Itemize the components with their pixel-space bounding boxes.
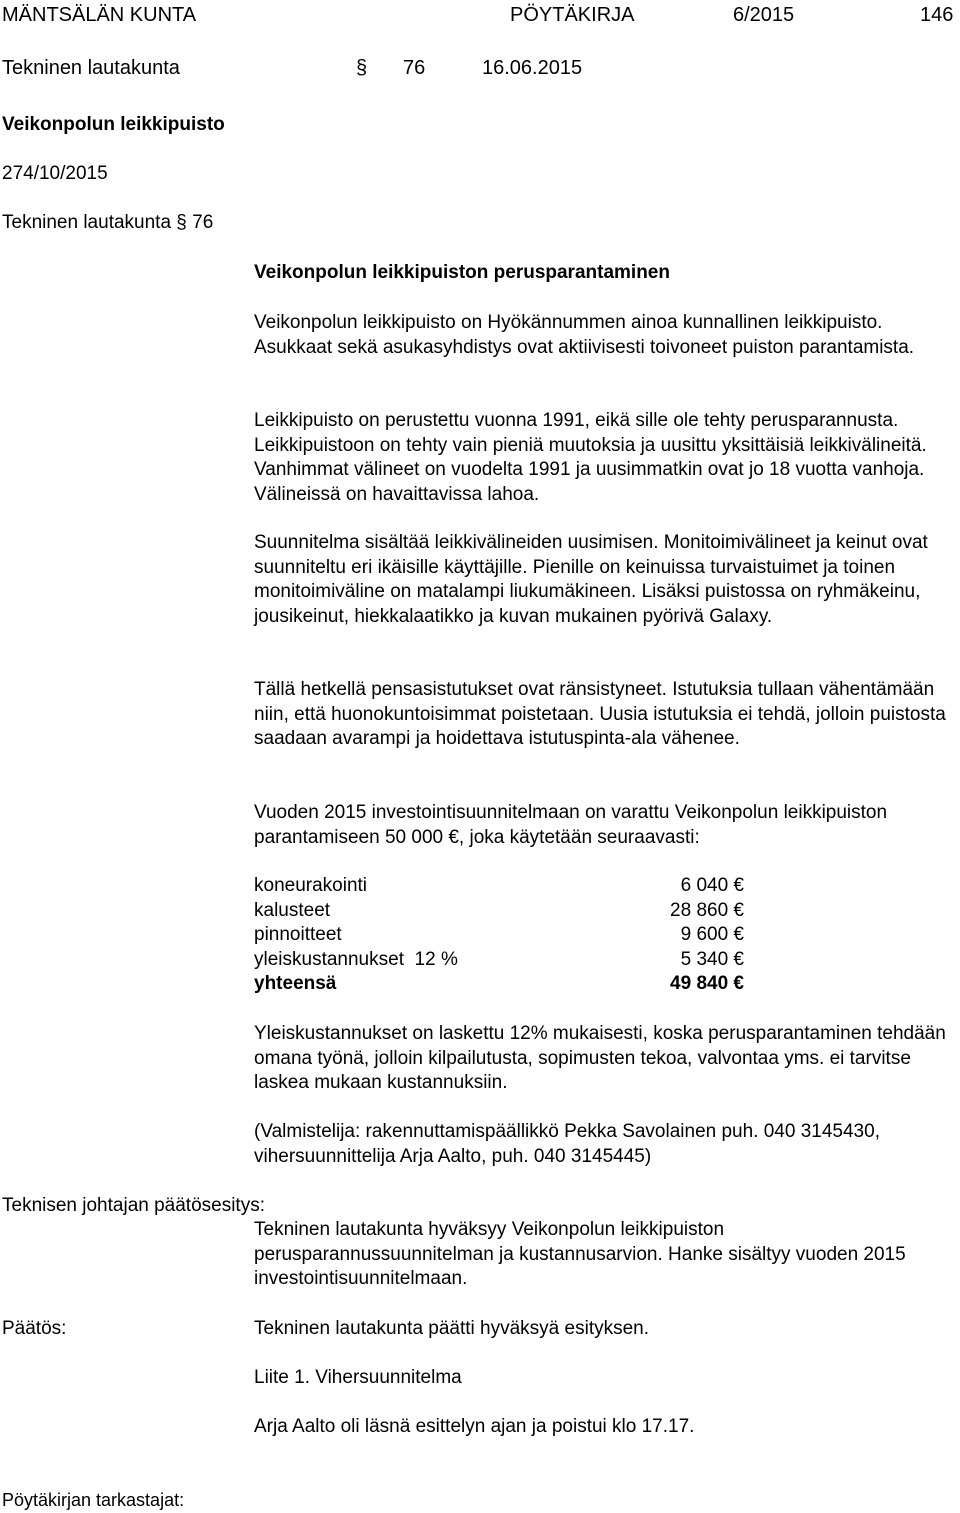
decision-text: Tekninen lautakunta päätti hyväksyä esityksen. [254, 1318, 650, 1339]
matter-reference: 274/10/2015 [2, 163, 108, 184]
committee-reference: Tekninen lautakunta § 76 [2, 212, 214, 233]
cost-row [254, 923, 744, 948]
section-number: 76 [403, 57, 426, 79]
paragraph-5: Vuoden 2015 investointisuunnitelmaan on varattu Veikonpolun leikkipuiston parantamiseen 50 000 €, joka käytetään seuraavasti: [254, 802, 888, 848]
cost-row [254, 874, 744, 899]
document-number: 6/2015 [733, 4, 795, 26]
section-symbol: § [356, 57, 368, 79]
paragraph-2: Leikkipuisto on perustettu vuonna 1991, eikä sille ole tehty perusparannusta. Leikkipuistoon on tehty vain pieniä muutoksia ja uusittu yksittäisiä leikkivälineitä. Vanhimmat välineet on vuodelta 1991 ja uusimmatkin ovat jo 18 vuotta vanhoja. Välineissä on havaittavissa lahoa. [254, 410, 927, 505]
paragraph-6: Yleiskustannukset on laskettu 12% mukaisesti, koska perusparantaminen tehdään omana työnä, jolloin kilpailutusta, sopimusten tekoa, valvontaa yms. ei tarvitse laskea mukaan kustannuksiin. [254, 1023, 946, 1093]
attachment-text: Liite 1. Vihersuunnitelma [254, 1367, 462, 1388]
page-number: 146 [920, 4, 954, 26]
paragraph-1: Veikonpolun leikkipuisto on Hyökännummen ainoa kunnallinen leikkipuisto. Asukkaat sekä asukasyhdistys ovat aktiivisesti toivoneet puiston parantamista. [254, 312, 915, 358]
attendance-note: Arja Aalto oli läsnä esittelyn ajan ja poistui klo 17.17. [254, 1416, 695, 1437]
paragraph-7: (Valmistelija: rakennuttamispäällikkö Pekka Savolainen puh. 040 3145430, vihersuunnittelija Arja Aalto, puh. 040 3145445) [254, 1121, 880, 1167]
committee-name: Tekninen lautakunta [2, 57, 180, 79]
cost-total-value: 49 840 € [670, 973, 744, 994]
cost-label: yleiskustannukset 12 % [254, 949, 458, 970]
proposal-text: Tekninen lautakunta hyväksyy Veikonpolun leikkipuiston perusparannussuunnitelman ja kustannusarvion. Hanke sisältyy vuoden 2015 investointisuunnitelmaan. [254, 1219, 906, 1289]
matter-heading: Veikonpolun leikkipuiston perusparantaminen [254, 262, 670, 283]
cost-label: koneurakointi [254, 875, 368, 896]
cost-label: kalusteet [254, 900, 331, 921]
cost-row [254, 948, 744, 973]
cost-value: 28 860 € [670, 900, 744, 921]
paragraph-4: Tällä hetkellä pensasistutukset ovat ränsistyneet. Istutuksia tullaan vähentämään niin, että huonokuntoisimmat poistetaan. Uusia istutuksia ei tehdä, jolloin puistosta saadaan avarampi ja hoidettava istutuspinta-ala vähenee. [254, 679, 946, 749]
decision-label: Päätös: [2, 1318, 67, 1339]
cost-value: 9 600 € [680, 924, 744, 945]
cost-total-row [254, 972, 744, 997]
paragraph-3: Suunnitelma sisältää leikkivälineiden uusimisen. Monitoimivälineet ja keinut ovat suunniteltu eri ikäisille käyttäjille. Pienille on keinuissa turvaistuimet ja toinen monitoimiväline on matalampi liukumäkineen. Lisäksi puistossa on ryhmäkeinu, jousikeinut, hiekkalaatikko ja kuvan mukainen pyörivä Galaxy. [254, 532, 928, 627]
meeting-date: 16.06.2015 [482, 57, 583, 79]
matter-title: Veikonpolun leikkipuisto [2, 114, 225, 135]
cost-value: 5 340 € [680, 949, 744, 970]
cost-label: pinnoitteet [254, 924, 342, 945]
cost-total-label: yhteensä [254, 973, 337, 994]
cost-value: 6 040 € [680, 875, 744, 896]
municipality-name: MÄNTSÄLÄN KUNTA [2, 4, 197, 26]
footer-reviewers-label: Pöytäkirjan tarkastajat: [2, 1490, 185, 1510]
cost-row [254, 899, 744, 924]
proposal-label: Teknisen johtajan päätösesitys: [2, 1195, 265, 1216]
document-type: PÖYTÄKIRJA [510, 4, 635, 26]
